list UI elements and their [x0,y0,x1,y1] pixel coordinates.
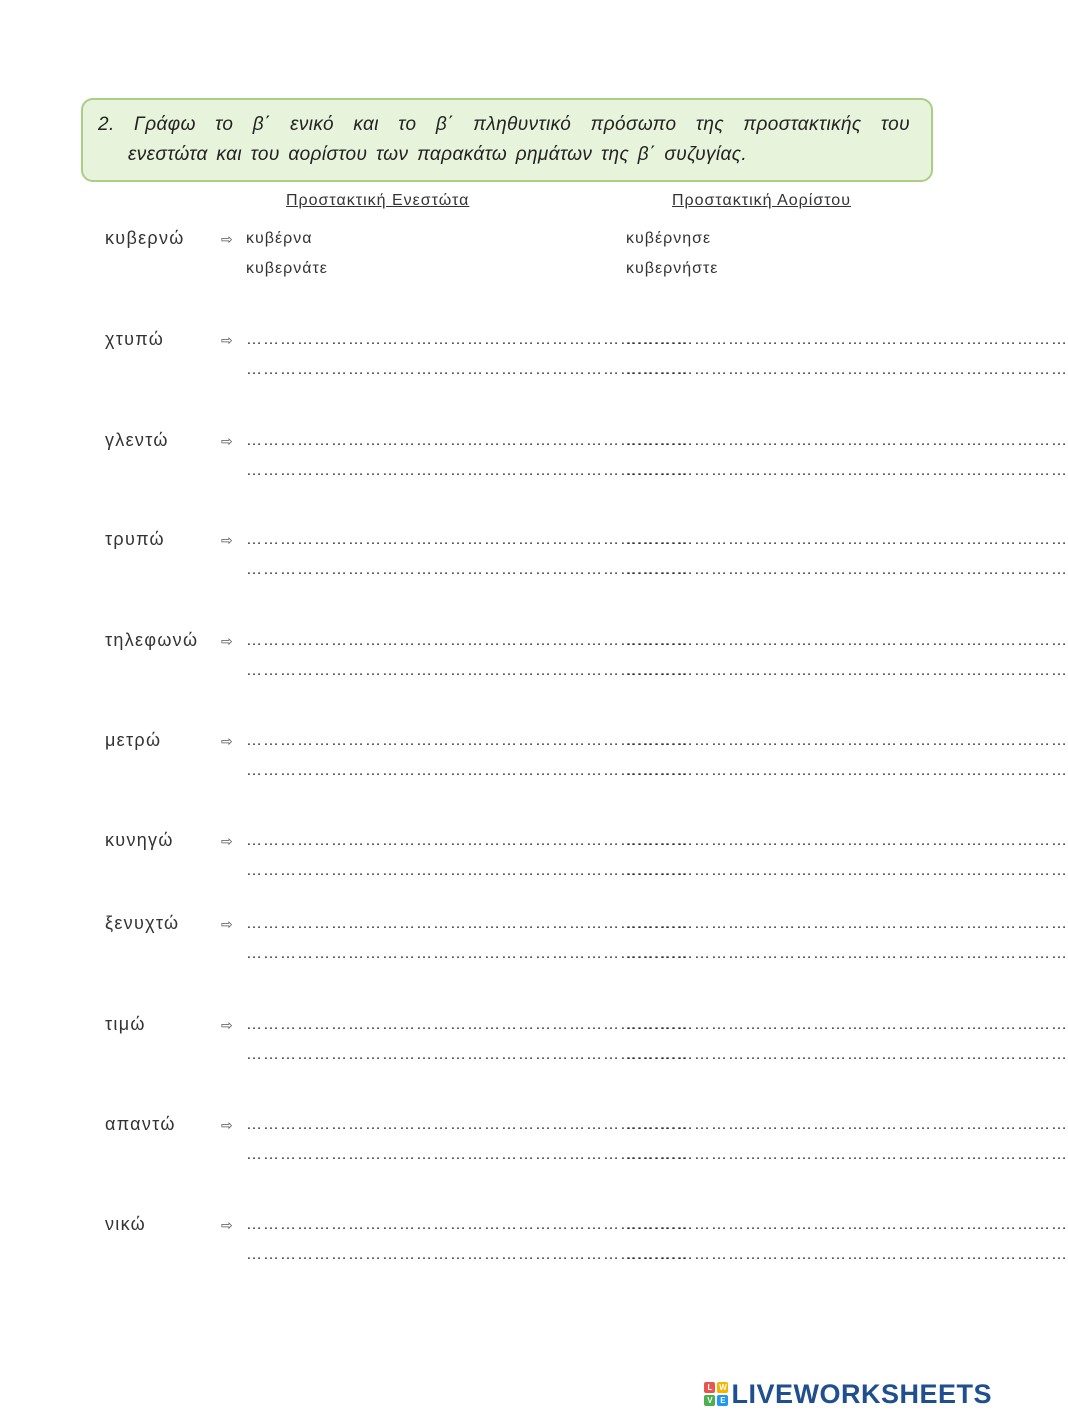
present-plural-field[interactable]: …………………………………………………………………… [246,462,688,479]
present-plural-field[interactable]: …………………………………………………………………… [246,1246,688,1263]
present-singular-field: κυβέρνα [246,230,313,247]
aorist-singular-field[interactable]: …………………………………………………………………… [626,915,1068,932]
liveworksheets-brand [704,1378,992,1410]
present-singular-field[interactable]: …………………………………………………………………… [246,1116,688,1133]
verb-label: μετρώ [105,730,162,750]
verb-label: νικώ [105,1214,147,1234]
aorist-singular-field[interactable]: …………………………………………………………………… [626,432,1068,449]
aorist-singular-field[interactable]: …………………………………………………………………… [626,832,1068,849]
present-plural-field[interactable]: …………………………………………………………………… [246,1146,688,1163]
aorist-plural-field[interactable]: …………………………………………………………………… [626,862,1068,879]
aorist-singular-field[interactable]: …………………………………………………………………… [626,331,1068,348]
aorist-singular-field[interactable]: …………………………………………………………………… [626,632,1068,649]
verb-label: χτυπώ [105,329,165,349]
present-singular-field[interactable]: …………………………………………………………………… [246,1216,688,1233]
present-singular-field[interactable]: …………………………………………………………………… [246,331,688,348]
present-singular-field[interactable]: …………………………………………………………………… [246,832,688,849]
arrow-right-icon: ⇨ [221,433,233,449]
aorist-plural-field[interactable]: …………………………………………………………………… [626,945,1068,962]
present-plural-field[interactable]: …………………………………………………………………… [246,1046,688,1063]
aorist-singular-field[interactable]: …………………………………………………………………… [626,1016,1068,1033]
present-singular-field[interactable]: …………………………………………………………………… [246,531,688,548]
header-present-imperative: Προστακτική Ενεστώτα [286,192,470,209]
aorist-plural-field[interactable]: …………………………………………………………………… [626,561,1068,578]
aorist-plural-field[interactable]: …………………………………………………………………… [626,1046,1068,1063]
arrow-right-icon: ⇨ [221,916,233,932]
present-singular-field[interactable]: …………………………………………………………………… [246,915,688,932]
verb-label: κυβερνώ [105,228,185,248]
arrow-right-icon: ⇨ [221,1117,233,1133]
aorist-singular-field: κυβέρνησε [626,230,712,247]
verb-label: απαντώ [105,1114,176,1134]
verb-row [0,430,1068,500]
aorist-plural-field[interactable]: …………………………………………………………………… [626,1146,1068,1163]
present-plural-field[interactable]: …………………………………………………………………… [246,662,688,679]
aorist-plural-field[interactable]: …………………………………………………………………… [626,662,1068,679]
aorist-plural-field[interactable]: …………………………………………………………………… [626,361,1068,378]
present-singular-field[interactable]: …………………………………………………………………… [246,632,688,649]
verb-row [0,1114,1068,1184]
verb-row [0,329,1068,399]
present-plural-field: κυβερνάτε [246,260,328,277]
verb-row [0,228,1000,298]
arrow-right-icon: ⇨ [221,332,233,348]
aorist-plural-field[interactable]: …………………………………………………………………… [626,1246,1068,1263]
verb-label: ξενυχτώ [105,913,180,933]
present-singular-field[interactable]: …………………………………………………………………… [246,732,688,749]
verb-label: γλεντώ [105,430,169,450]
arrow-right-icon: ⇨ [221,1217,233,1233]
liveworksheets-logo-icon: L W V E [704,1382,728,1406]
arrow-right-icon: ⇨ [221,633,233,649]
aorist-singular-field[interactable]: …………………………………………………………………… [626,1116,1068,1133]
verb-label: τιμώ [105,1014,146,1034]
present-plural-field[interactable]: …………………………………………………………………… [246,561,688,578]
present-plural-field[interactable]: …………………………………………………………………… [246,361,688,378]
instruction-line-2: ενεστώτα και του αορίστου των παρακάτω ρημάτων της β΄ συζυγίας. [128,144,748,165]
present-singular-field[interactable]: …………………………………………………………………… [246,1016,688,1033]
brand-name: LIVEWORKSHEETS [731,1378,992,1409]
verb-row [0,1014,1068,1084]
verb-label: τηλεφωνώ [105,630,199,650]
verb-row [0,1214,1068,1284]
verb-label: κυνηγώ [105,830,174,850]
aorist-singular-field[interactable]: …………………………………………………………………… [626,732,1068,749]
present-plural-field[interactable]: …………………………………………………………………… [246,762,688,779]
arrow-right-icon: ⇨ [221,532,233,548]
present-plural-field[interactable]: …………………………………………………………………… [246,862,688,879]
instruction-box [81,98,933,182]
arrow-right-icon: ⇨ [221,833,233,849]
verb-row [0,913,1068,983]
verb-row [0,730,1068,800]
aorist-singular-field[interactable]: …………………………………………………………………… [626,531,1068,548]
present-plural-field[interactable]: …………………………………………………………………… [246,945,688,962]
verb-row [0,529,1068,599]
verb-row [0,830,1068,900]
arrow-right-icon: ⇨ [221,231,233,247]
arrow-right-icon: ⇨ [221,733,233,749]
instruction-line-1: 2. Γράφω το β΄ ενικό και το β΄ πληθυντικό πρόσωπο της προστακτικής του [98,114,910,135]
header-aorist-imperative: Προστακτική Αορίστου [672,192,851,209]
aorist-singular-field[interactable]: …………………………………………………………………… [626,1216,1068,1233]
arrow-right-icon: ⇨ [221,1017,233,1033]
aorist-plural-field: κυβερνήστε [626,260,719,277]
present-singular-field[interactable]: …………………………………………………………………… [246,432,688,449]
aorist-plural-field[interactable]: …………………………………………………………………… [626,762,1068,779]
verb-row [0,630,1068,700]
aorist-plural-field[interactable]: …………………………………………………………………… [626,462,1068,479]
verb-label: τρυπώ [105,529,165,549]
